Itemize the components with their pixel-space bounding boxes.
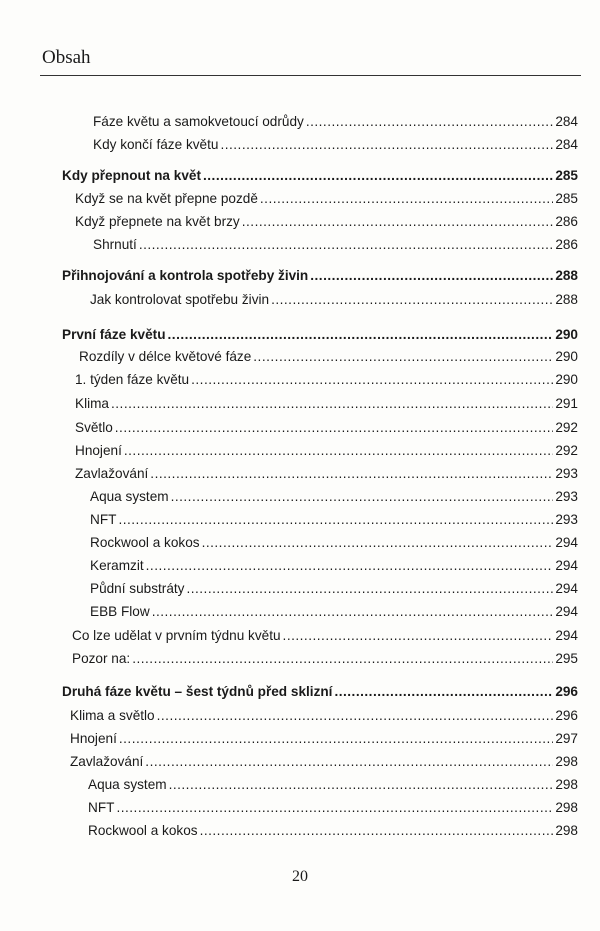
dot-leader <box>132 650 553 668</box>
toc-entry-title: Když se na květ přepne pozdě <box>75 191 258 206</box>
toc-entry-page: 285 <box>555 168 578 183</box>
toc-entry <box>70 753 578 771</box>
toc-entry-page: 293 <box>555 489 578 504</box>
toc-entry-page: 290 <box>555 327 578 342</box>
toc-entry <box>90 557 578 575</box>
toc-entry <box>62 267 578 285</box>
toc-entry-page: 290 <box>555 372 578 387</box>
toc-entry-title: EBB Flow <box>90 604 150 619</box>
toc-entry <box>62 326 578 344</box>
toc-entry <box>72 650 578 668</box>
toc-entry-page: 294 <box>555 628 578 643</box>
toc-entry-page: 297 <box>555 731 578 746</box>
toc-entry <box>75 465 578 483</box>
dot-leader <box>242 213 554 231</box>
toc-entry-page: 286 <box>555 237 578 252</box>
dot-leader <box>116 799 553 817</box>
toc-entry-page: 296 <box>555 684 578 699</box>
toc-entry-title: 1. týden fáze květu <box>75 372 190 387</box>
dot-leader <box>203 167 553 185</box>
dot-leader <box>111 395 553 413</box>
toc-entry <box>75 442 578 460</box>
toc-entry <box>93 236 578 254</box>
toc-entry <box>62 167 578 185</box>
toc-entry-page: 295 <box>555 651 578 666</box>
dot-leader <box>150 465 553 483</box>
page-header-title: Obsah <box>42 47 91 68</box>
dot-leader <box>169 776 554 794</box>
toc-entry <box>70 707 578 725</box>
page-number: 20 <box>292 868 308 885</box>
toc-entry-page: 286 <box>555 214 578 229</box>
toc-entry-title: Rozdíly v délce květové fáze <box>79 349 252 364</box>
toc-entry-title: Shrnutí <box>93 237 137 252</box>
toc-entry <box>62 683 578 701</box>
toc-entry <box>75 371 578 389</box>
toc-entry-page: 288 <box>555 268 578 283</box>
toc-entry-title: NFT <box>88 800 115 815</box>
toc-entry-title: Klima <box>75 396 109 411</box>
toc-entry-page: 288 <box>555 292 578 307</box>
toc-entry-title: Světlo <box>75 420 113 435</box>
toc-entry-title: Aqua system <box>90 489 169 504</box>
toc-entry-page: 294 <box>555 535 578 550</box>
toc-entry <box>90 603 578 621</box>
dot-leader <box>119 730 553 748</box>
dot-leader <box>283 627 554 645</box>
toc-entry-title: Hnojení <box>70 731 117 746</box>
dot-leader <box>334 683 553 701</box>
toc-entry-title: Půdní substráty <box>90 581 185 596</box>
toc-entry-title: Když přepnete na květ brzy <box>75 214 240 229</box>
dot-leader <box>157 707 554 725</box>
toc-entry-page: 294 <box>555 581 578 596</box>
toc-entry-page: 293 <box>555 466 578 481</box>
toc-entry-page: 285 <box>555 191 578 206</box>
toc-entry <box>88 822 578 840</box>
dot-leader <box>168 326 554 344</box>
toc-entry-page: 284 <box>555 114 578 129</box>
dot-leader <box>271 291 553 309</box>
toc-entry <box>93 113 578 131</box>
toc-entry-page: 298 <box>555 800 578 815</box>
dot-leader <box>115 419 554 437</box>
toc-entry <box>72 627 578 645</box>
toc-entry-title: Zavlažování <box>70 754 144 769</box>
dot-leader <box>200 822 554 840</box>
toc-entry-title: NFT <box>90 512 117 527</box>
toc-entry-title: Jak kontrolovat spotřebu živin <box>90 292 270 307</box>
dot-leader <box>310 267 553 285</box>
toc-entry-title: Aqua system <box>88 777 167 792</box>
dot-leader <box>253 348 553 366</box>
toc-entry-title: Druhá fáze květu – šest týdnů před sklizní <box>62 684 333 699</box>
toc-entry-page: 298 <box>555 754 578 769</box>
toc-entry <box>75 419 578 437</box>
toc-entry <box>70 730 578 748</box>
toc-entry <box>90 488 578 506</box>
toc-entry <box>75 213 578 231</box>
toc-entry-title: Zavlažování <box>75 466 149 481</box>
dot-leader <box>186 580 553 598</box>
toc-entry-title: Hnojení <box>75 443 122 458</box>
toc-entry-title: První fáze květu <box>62 327 166 342</box>
dot-leader <box>146 557 554 575</box>
dot-leader <box>124 442 553 460</box>
toc-entry <box>90 291 578 309</box>
toc-entry <box>90 580 578 598</box>
toc-entry <box>88 799 578 817</box>
toc-entry-title: Co lze udělat v prvním týdnu květu <box>72 628 281 643</box>
toc-entry-title: Přihnojování a kontrola spotřeby živin <box>62 268 309 283</box>
dot-leader <box>260 190 553 208</box>
dot-leader <box>118 511 553 529</box>
dot-leader <box>145 753 553 771</box>
toc-entry-page: 298 <box>555 777 578 792</box>
toc-entry-title: Pozor na: <box>72 651 131 666</box>
toc-entry <box>93 136 578 154</box>
toc-entry <box>79 348 578 366</box>
dot-leader <box>171 488 554 506</box>
dot-leader <box>202 534 554 552</box>
toc-entry-page: 292 <box>555 443 578 458</box>
dot-leader <box>220 136 553 154</box>
toc-entry-title: Keramzit <box>90 558 144 573</box>
toc-entry <box>90 511 578 529</box>
toc-entry-page: 298 <box>555 823 578 838</box>
toc-entry-page: 293 <box>555 512 578 527</box>
toc-entry-title: Rockwool a kokos <box>90 535 200 550</box>
toc-entry-title: Klima a světlo <box>70 708 155 723</box>
toc-entry-page: 290 <box>555 349 578 364</box>
toc-entry-page: 292 <box>555 420 578 435</box>
toc-entry <box>75 190 578 208</box>
toc-entry-title: Kdy končí fáze květu <box>93 137 219 152</box>
toc-entry-page: 291 <box>555 396 578 411</box>
dot-leader <box>139 236 553 254</box>
toc-entry <box>75 395 578 413</box>
toc-entry-title: Kdy přepnout na květ <box>62 168 201 183</box>
dot-leader <box>152 603 554 621</box>
toc-entry-title: Fáze květu a samokvetoucí odrůdy <box>93 114 304 129</box>
dot-leader <box>191 371 553 389</box>
dot-leader <box>306 113 554 131</box>
header-rule <box>40 75 581 76</box>
toc-entry-page: 284 <box>555 137 578 152</box>
toc-entry <box>90 534 578 552</box>
toc-entry-title: Rockwool a kokos <box>88 823 198 838</box>
toc-entry <box>88 776 578 794</box>
toc-entry-page: 294 <box>555 558 578 573</box>
toc-entry-page: 296 <box>555 708 578 723</box>
toc-entry-page: 294 <box>555 604 578 619</box>
